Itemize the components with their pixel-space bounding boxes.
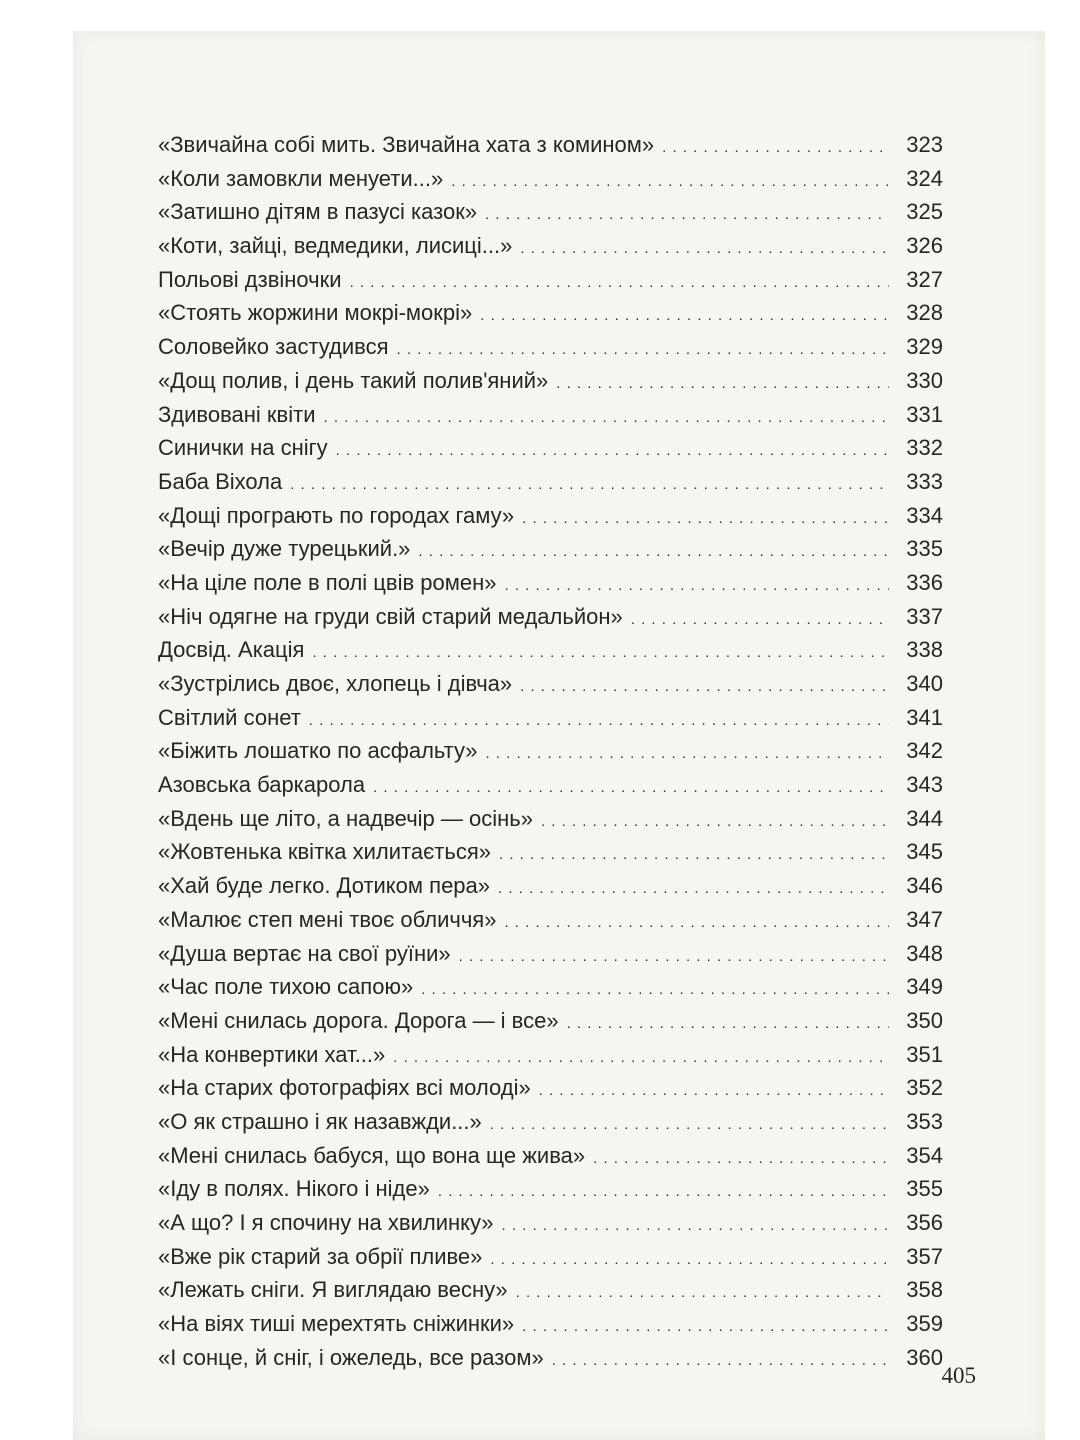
toc-entry-title: «Дощі програють по городах гаму» — [158, 502, 515, 528]
toc-entry-title: «Вже рік старий за обрії пливе» — [158, 1243, 483, 1269]
toc-entry-page: 336 — [906, 569, 943, 595]
dot-leader — [336, 431, 889, 468]
toc-entry-title: «Біжить лошатко по асфальту» — [158, 738, 478, 764]
toc-entry-title: Азовська баркарола — [158, 772, 366, 798]
dot-leader — [309, 701, 889, 738]
toc-entry-page: 335 — [906, 536, 943, 562]
toc-entry-title: «Час поле тихою сапою» — [158, 974, 414, 1000]
dot-leader — [556, 364, 889, 401]
toc-entry — [158, 1273, 943, 1307]
toc-entry — [158, 296, 943, 330]
toc-entry-title: «Душа вертає на свої руїни» — [158, 940, 451, 966]
toc-entry-page: 352 — [906, 1075, 943, 1101]
dot-leader — [502, 1206, 890, 1243]
toc-entry-title: «Вечір дуже турецький.» — [158, 536, 411, 562]
toc-entry-page: 334 — [906, 502, 943, 528]
toc-entry — [158, 869, 943, 903]
toc-entry — [158, 600, 943, 634]
toc-entry-page: 353 — [906, 1108, 943, 1134]
toc-entry — [158, 431, 943, 465]
toc-entry-title: «Стоять жоржини мокрі-мокрі» — [158, 300, 473, 326]
toc-entry-title: «На конвертики хат...» — [158, 1041, 386, 1067]
dot-leader — [459, 937, 889, 974]
table-of-contents — [158, 128, 943, 1374]
toc-entry-page: 357 — [906, 1243, 943, 1269]
toc-entry — [158, 566, 943, 600]
toc-entry — [158, 1341, 943, 1375]
toc-entry-title: «О як страшно і як назавжди...» — [158, 1108, 482, 1134]
dot-leader — [397, 330, 889, 367]
toc-entry-page: 347 — [906, 906, 943, 932]
toc-entry-title: «На старих фотографіях всі молоді» — [158, 1075, 531, 1101]
toc-entry — [158, 802, 943, 836]
dot-leader — [516, 1273, 889, 1310]
toc-entry-title: «Вдень ще літо, а надвечір — осінь» — [158, 805, 533, 831]
toc-entry-title: «Звичайна собі мить. Звичайна хата з комином» — [158, 132, 655, 157]
toc-entry-page: 360 — [906, 1344, 943, 1370]
dot-leader — [539, 1071, 889, 1108]
toc-entry-page: 332 — [906, 435, 943, 461]
toc-entry — [158, 1071, 943, 1105]
toc-entry — [158, 364, 943, 398]
toc-entry-title: Досвід. Акація — [158, 637, 305, 663]
dot-leader — [498, 869, 889, 906]
toc-entry-page: 331 — [906, 401, 943, 427]
toc-entry-page: 343 — [906, 772, 943, 798]
toc-entry-page: 350 — [906, 1007, 943, 1033]
toc-entry-page: 355 — [906, 1176, 943, 1202]
toc-entry — [158, 1307, 943, 1341]
toc-entry — [158, 195, 943, 229]
toc-entry — [158, 667, 943, 701]
dot-leader — [480, 296, 889, 333]
toc-entry — [158, 1139, 943, 1173]
toc-entry-title: «І сонце, й сніг, і ожеледь, все разом» — [158, 1344, 544, 1370]
toc-entry — [158, 465, 943, 499]
toc-entry-page: 354 — [906, 1142, 943, 1168]
dot-leader — [421, 970, 889, 1007]
toc-entry-title: «Затишно дітям в пазусі казок» — [158, 199, 478, 225]
dot-leader — [490, 1105, 889, 1142]
toc-entry — [158, 734, 943, 768]
toc-entry — [158, 835, 943, 869]
dot-leader — [522, 499, 889, 536]
dot-leader — [290, 465, 889, 502]
dot-leader — [350, 263, 889, 300]
toc-entry-page: 351 — [906, 1041, 943, 1067]
toc-entry — [158, 128, 943, 162]
toc-entry — [158, 1105, 943, 1139]
toc-entry — [158, 903, 943, 937]
dot-leader — [505, 566, 890, 603]
toc-entry-title: «Коти, зайці, ведмедики, лисиці...» — [158, 233, 513, 259]
toc-entry-title: «Мені снилась бабуся, що вона ще жива» — [158, 1142, 586, 1168]
toc-entry-title: «А що? І я спочину на хвилинку» — [158, 1210, 494, 1235]
toc-entry-page: 338 — [906, 637, 943, 663]
toc-entry-page: 329 — [906, 334, 943, 360]
toc-entry-page: 356 — [906, 1210, 943, 1235]
toc-entry-page: 324 — [906, 165, 943, 191]
toc-entry-page: 344 — [906, 805, 943, 831]
toc-entry-page: 358 — [906, 1277, 943, 1303]
toc-entry — [158, 768, 943, 802]
toc-entry-page: 323 — [906, 132, 943, 157]
toc-entry-page: 359 — [906, 1311, 943, 1337]
dot-leader — [522, 1307, 889, 1344]
dot-leader — [593, 1139, 889, 1176]
toc-entry-title: «Зустрілись двоє, хлопець і дівча» — [158, 671, 513, 696]
toc-entry — [158, 229, 943, 263]
dot-leader — [520, 229, 889, 266]
toc-entry-page: 326 — [906, 233, 943, 259]
toc-entry-title: Баба Віхола — [158, 468, 283, 494]
dot-leader — [504, 903, 889, 940]
dot-leader — [541, 802, 889, 839]
dot-leader — [485, 734, 889, 771]
toc-entry-page: 345 — [906, 839, 943, 865]
toc-entry-title: «На ціле поле в полі цвів ромен» — [158, 569, 497, 595]
dot-leader — [499, 835, 889, 872]
toc-entry-title: «Дощ полив, і день такий полив'яний» — [158, 367, 549, 393]
toc-entry-title: Здивовані квіти — [158, 401, 316, 427]
toc-entry-title: «На віях тиші мерехтять сніжинки» — [158, 1311, 515, 1337]
toc-entry — [158, 701, 943, 735]
toc-entry-page: 328 — [906, 300, 943, 326]
toc-entry — [158, 1172, 943, 1206]
dot-leader — [451, 162, 889, 199]
dot-leader — [552, 1341, 889, 1378]
dot-leader — [490, 1240, 889, 1277]
toc-entry — [158, 499, 943, 533]
toc-entry-page: 337 — [906, 603, 943, 629]
page-number: 405 — [941, 1363, 976, 1388]
toc-entry — [158, 1240, 943, 1274]
toc-entry-title: «Мені снилась дорога. Дорога — і все» — [158, 1007, 559, 1033]
dot-leader — [393, 1038, 889, 1075]
toc-entry-page: 349 — [906, 974, 943, 1000]
dot-leader — [373, 768, 889, 805]
toc-entry — [158, 633, 943, 667]
toc-entry — [158, 1004, 943, 1038]
toc-entry — [158, 263, 943, 297]
toc-entry — [158, 532, 943, 566]
toc-entry-page: 327 — [906, 266, 943, 292]
dot-leader — [323, 398, 889, 435]
toc-entry-page: 340 — [906, 671, 943, 696]
toc-entry-title: «Малює степ мені твоє обличчя» — [158, 906, 497, 932]
toc-entry — [158, 162, 943, 196]
toc-entry-title: «Хай буде легко. Дотиком пера» — [158, 873, 491, 899]
toc-entry-title: Синички на снігу — [158, 435, 328, 461]
toc-entry — [158, 1206, 943, 1240]
toc-entry-title: «Жовтенька квітка хилитається» — [158, 839, 491, 865]
toc-entry-page: 341 — [906, 704, 943, 730]
toc-entry — [158, 1038, 943, 1072]
toc-entry-page: 346 — [906, 873, 943, 899]
toc-entry — [158, 937, 943, 971]
toc-entry — [158, 970, 943, 1004]
toc-entry-page: 342 — [906, 738, 943, 764]
toc-entry-page: 348 — [906, 940, 943, 966]
dot-leader — [418, 532, 889, 569]
toc-entry-page: 333 — [906, 468, 943, 494]
toc-entry-title: «Іду в полях. Нікого і ніде» — [158, 1176, 430, 1202]
toc-entry-title: «Лежать сніги. Я виглядаю весну» — [158, 1277, 508, 1303]
dot-leader — [438, 1172, 889, 1209]
toc-entry-title: «Коли замовкли менуети...» — [158, 165, 444, 191]
dot-leader — [662, 128, 889, 165]
dot-leader — [520, 667, 889, 704]
toc-entry-title: Соловейко застудився — [158, 334, 389, 360]
dot-leader — [567, 1004, 889, 1041]
toc-entry-page: 330 — [906, 367, 943, 393]
toc-entry-title: Світлий сонет — [158, 704, 301, 730]
toc-entry-title: Польові дзвіночки — [158, 266, 342, 292]
dot-leader — [485, 195, 889, 232]
toc-entry — [158, 398, 943, 432]
dot-leader — [631, 600, 889, 637]
toc-entry-page: 325 — [906, 199, 943, 225]
dot-leader — [312, 633, 889, 670]
toc-entry — [158, 330, 943, 364]
toc-entry-title: «Ніч одягне на груди свій старий медальйон» — [158, 603, 623, 629]
